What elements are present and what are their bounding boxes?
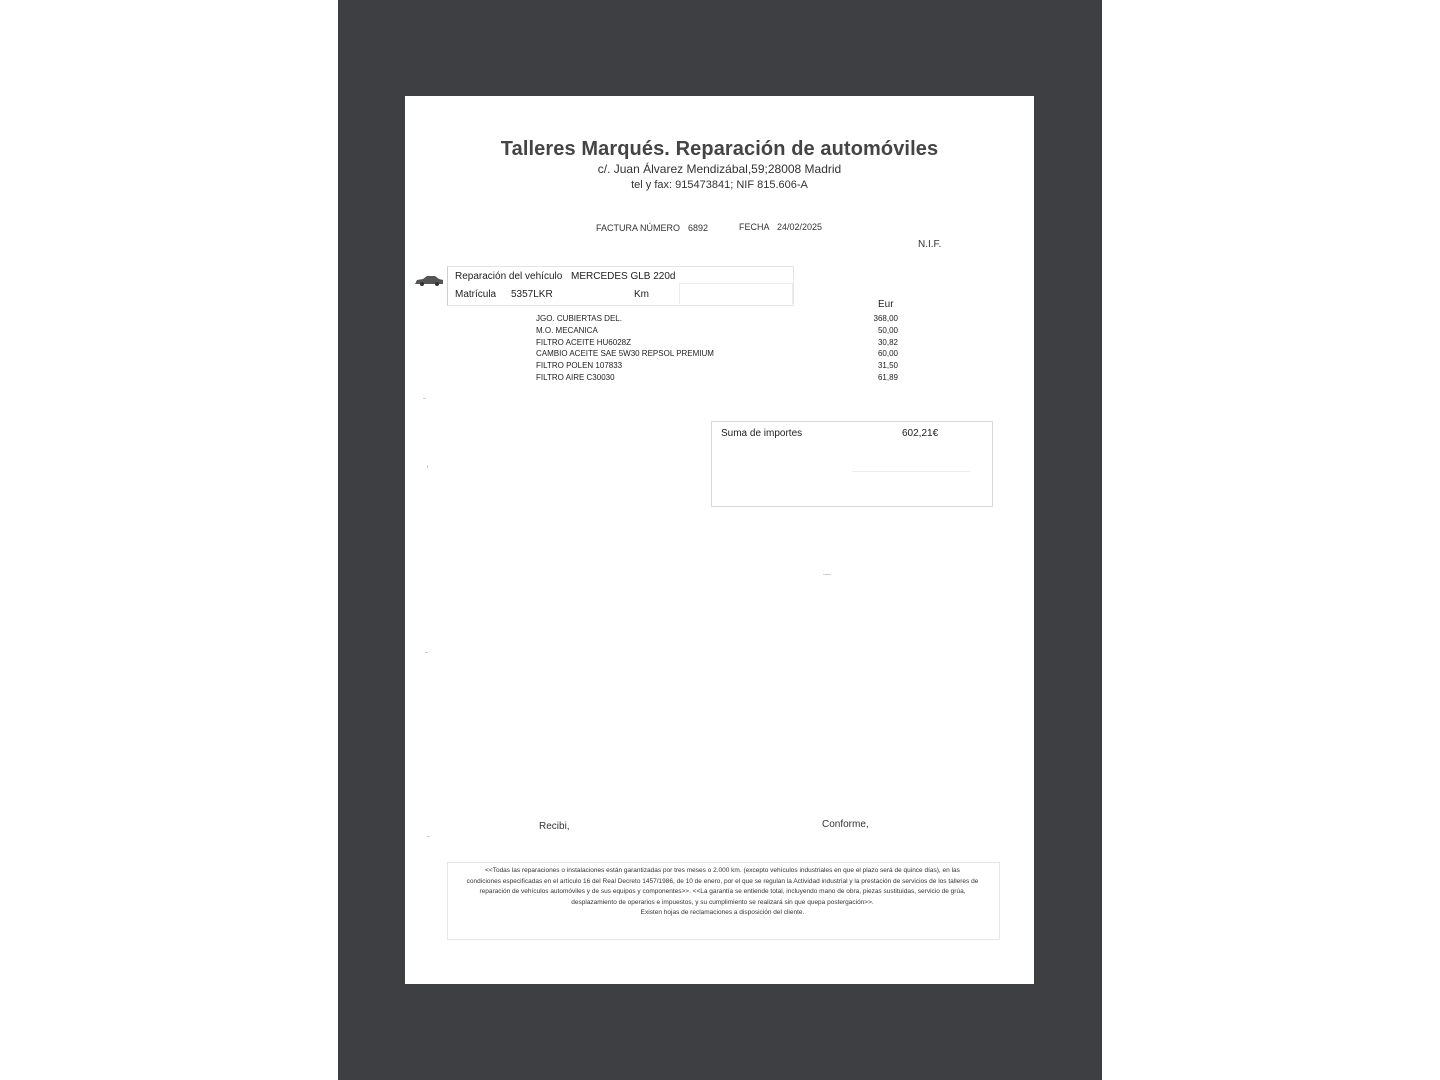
line-item-amount: 61,89 bbox=[877, 372, 898, 382]
vehicle-km-label: Km bbox=[634, 289, 649, 300]
vehicle-repair-label: Reparación del vehículo bbox=[455, 271, 563, 282]
line-item-description: JGO. CUBIERTAS DEL. bbox=[536, 314, 622, 323]
invoice-date: 24/02/2025 bbox=[777, 222, 823, 232]
line-item-description: FILTRO ACEITE HU6028Z bbox=[536, 337, 631, 347]
line-item-description: CAMBIO ACEITE SAE 5W30 REPSOL PREMIUM bbox=[536, 349, 714, 359]
invoice-page bbox=[405, 96, 1034, 984]
line-item bbox=[536, 349, 898, 361]
vehicle-plate: 5357LKR bbox=[511, 289, 553, 300]
line-item-amount: 31,50 bbox=[877, 361, 898, 371]
line-item bbox=[536, 314, 898, 326]
vehicle-plate-label: Matrícula bbox=[455, 289, 497, 300]
company-contact: tel y fax: 915473841; NIF 815.606-A bbox=[631, 179, 808, 191]
invoice-date-label: FECHA bbox=[739, 222, 770, 232]
vehicle-model: MERCEDES GLB 220d bbox=[571, 271, 676, 282]
nif-label: N.I.F. bbox=[918, 239, 942, 250]
legal-line: reparación de vehículos automóviles y de sus equipos y componentes>>. <<La garantía se entiende total, incluyendo mano de obra, piezas sustituidas, servicio de grúa, bbox=[479, 888, 966, 896]
legal-line: <<Todas las reparaciones o instalaciones están garantizadas por tres meses o 2.000 km. (excepto vehículos industriales en que el plazo será de quince días), en las bbox=[485, 867, 960, 874]
car-icon bbox=[414, 274, 444, 286]
legal-notice bbox=[445, 866, 1000, 919]
line-item-description: FILTRO POLEN 107833 bbox=[536, 361, 623, 371]
line-items bbox=[536, 314, 898, 385]
currency-label: Eur bbox=[878, 299, 894, 310]
legal-line: Existen hojas de reclamaciones a disposición del cliente. bbox=[640, 909, 805, 917]
received-signature-label: Recibi, bbox=[539, 821, 570, 832]
sum-value: 602,21€ bbox=[902, 428, 939, 439]
line-item bbox=[536, 373, 898, 385]
legal-line: desplazamiento de operarios e impuestos, y su cumplimiento se realizará sin que quepa postergación>>. bbox=[571, 898, 874, 906]
legal-line: condiciones especificadas en el artículo 16 del Real Decreto 1457/1986, de 10 de enero, por el que se regulan la Actividad industrial y la prestación de servicios de los talleres de bbox=[466, 877, 979, 885]
invoice-number: 6892 bbox=[688, 223, 709, 233]
scan-speck bbox=[823, 574, 831, 575]
invoice-number-label: FACTURA NÚMERO bbox=[596, 223, 681, 233]
company-name: Talleres Marqués. Reparación de automóviles bbox=[500, 138, 939, 160]
agreed-signature-label: Conforme, bbox=[822, 819, 869, 830]
line-item bbox=[536, 338, 898, 350]
scan-speck bbox=[427, 836, 430, 837]
line-item-amount: 30,82 bbox=[877, 337, 898, 347]
line-item bbox=[536, 326, 898, 338]
sum-label: Suma de importes bbox=[721, 428, 803, 439]
line-item-description: FILTRO AIRE C30030 bbox=[536, 372, 615, 382]
sum-divider bbox=[852, 471, 970, 472]
line-item-amount: 368,00 bbox=[873, 314, 898, 323]
company-address: c/. Juan Álvarez Mendizábal,59;28008 Madrid bbox=[597, 162, 842, 176]
scan-speck bbox=[427, 465, 428, 468]
line-item-amount: 60,00 bbox=[877, 349, 898, 359]
line-item bbox=[536, 361, 898, 373]
vehicle-km-box bbox=[679, 283, 793, 304]
scan-speck bbox=[423, 398, 426, 399]
scan-speck bbox=[425, 652, 428, 653]
line-item-description: M.O. MECANICA bbox=[536, 325, 598, 335]
line-item-amount: 50,00 bbox=[877, 325, 898, 335]
